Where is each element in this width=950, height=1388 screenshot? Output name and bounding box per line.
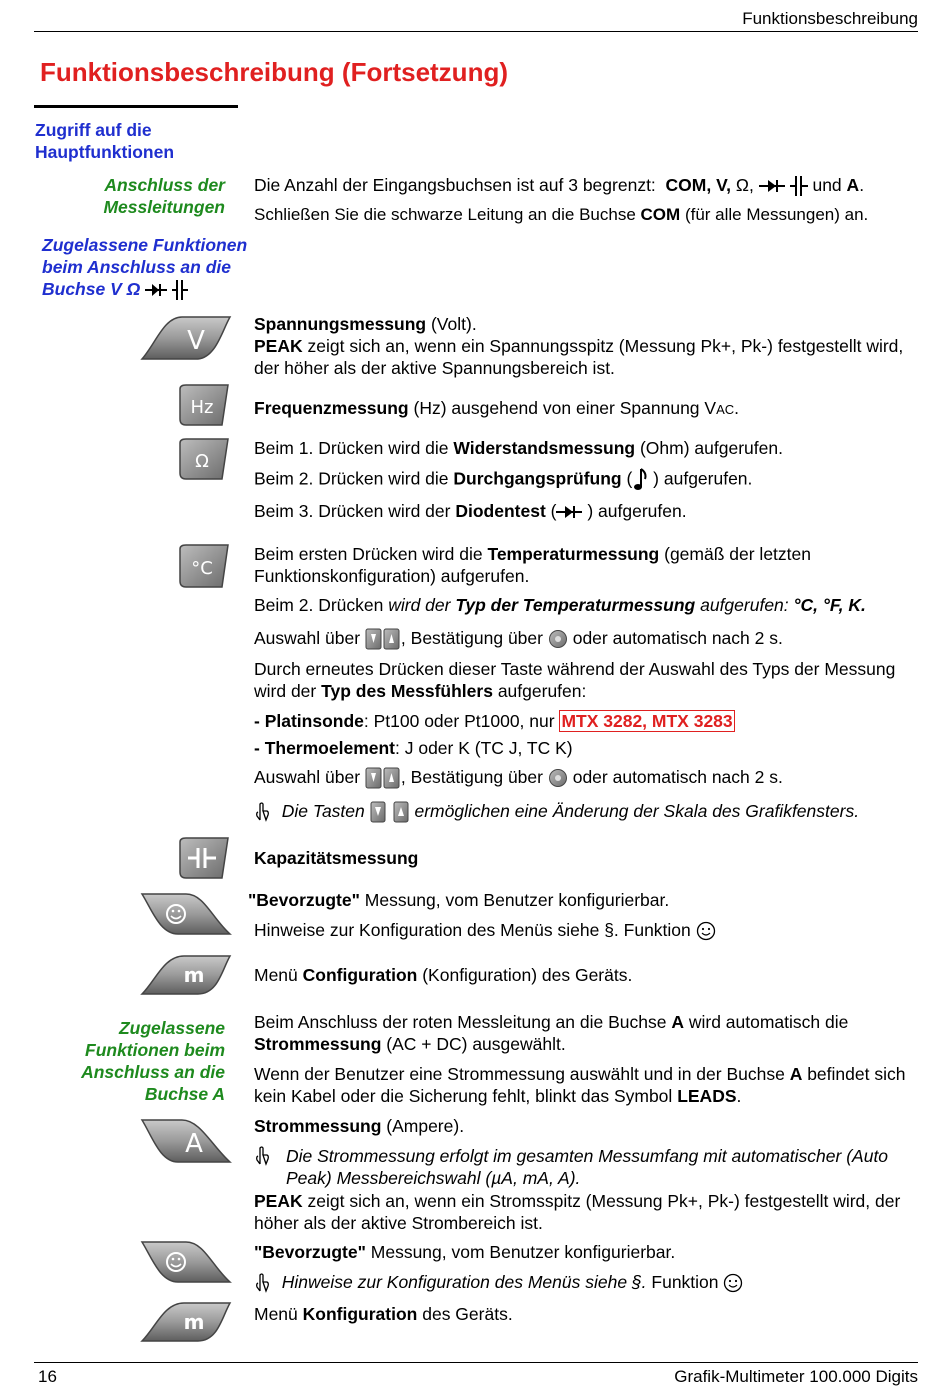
temp-text-1: Beim ersten Drücken wird die Temperaturmessung (gemäß der letzten Funktionskonfiguration) aufgerufen. xyxy=(254,544,811,586)
leads-line-2: Schließen Sie die schwarze Leitung an die Buchse COM (für alle Messungen) an. xyxy=(254,205,869,224)
ohm-button[interactable] xyxy=(176,437,232,486)
menu-text: Menü Configuration (Konfiguration) des Geräts. xyxy=(254,965,633,985)
platinum-probe-line: - Platinsonde: Pt100 oder Pt1000, nur MTX 3282, MTX 3283 xyxy=(254,711,733,731)
favorite-text-2: Hinweise zur Konfiguration des Menüs siehe §. Funktion xyxy=(254,919,910,941)
v-text-1: Spannungsmessung (Volt). xyxy=(254,314,477,334)
menu-button-2-label: m xyxy=(183,1310,205,1334)
arrow-keys-icon xyxy=(370,801,410,823)
current-text-2: PEAK zeigt sich an, wenn ein Stromsspitz (Messung Pk+, Pk-) festgestellt wird, der höher als der aktive Strombereich ist. xyxy=(254,1191,901,1233)
page-title: Funktionsbeschreibung (Fortsetzung) xyxy=(40,57,508,87)
header-rule xyxy=(34,31,918,32)
menu-button-2[interactable] xyxy=(138,1299,234,1350)
ohm-text-2: Beim 2. Drücken wird die Durchgangsprüfung ( ) aufgerufen. xyxy=(254,467,910,493)
page-number: 16 xyxy=(38,1367,57,1386)
thermocouple-line: - Thermoelement: J oder K (TC J, TC K) xyxy=(254,738,573,758)
a-text-2: Wenn der Benutzer eine Strommessung auswählt und in der Buchse A befindet sich kein Kabel oder die Sicherung fehlt, blinkt das Symbol LEADS. xyxy=(254,1064,906,1106)
hz-button-label: Hz xyxy=(190,397,214,418)
capacitance-button-label: -||- xyxy=(176,836,178,837)
current-text-1: Strommessung (Ampere). xyxy=(254,1116,465,1136)
section-leads: Anschluss der Messleitungen xyxy=(103,175,225,217)
current-note: Die Strommessung erfolgt im gesamten Messumfang mit automatischer (Auto Peak) Messbereichswahl (µA, mA, A). xyxy=(286,1146,889,1188)
ohm-text-1: Beim 1. Drücken wird die Widerstandsmessung (Ohm) aufgerufen. xyxy=(254,438,783,458)
hand-pointer-icon xyxy=(254,1146,272,1166)
capacitance-text: Kapazitätsmessung xyxy=(254,848,419,868)
hand-pointer-icon xyxy=(254,802,272,822)
temp-select-line-1: Auswahl über , Bestätigung über oder automatisch nach 2 s. xyxy=(254,627,910,650)
a-button[interactable] xyxy=(138,1116,234,1171)
menu-button[interactable] xyxy=(138,952,234,1003)
menu2-text: Menü Konfiguration des Geräts. xyxy=(254,1304,513,1324)
capacitor-icon xyxy=(172,279,188,301)
temp-text-3: Durch erneutes Drücken dieser Taste während der Auswahl des Typs der Messung wird der Typ des Messfühlers aufgerufen: xyxy=(254,659,896,701)
temp-select-line-2: Auswahl über , Bestätigung über oder automatisch nach 2 s. xyxy=(254,766,910,789)
hand-pointer-icon xyxy=(254,1273,272,1293)
diode-icon xyxy=(556,504,582,520)
smiley-icon xyxy=(723,1273,743,1293)
temp-button[interactable] xyxy=(176,543,232,594)
title-underline xyxy=(34,105,238,108)
diode-icon xyxy=(759,178,785,194)
section-allowed-a: Zugelassene Funktionen beim Anschluss an die Buchse A xyxy=(81,1018,225,1104)
capacitance-button[interactable] xyxy=(176,836,232,885)
hz-button[interactable] xyxy=(176,383,232,432)
ohm-button-label: Ω xyxy=(195,451,209,472)
menu-button-label: m xyxy=(183,963,205,987)
a-text-1: Beim Anschluss der roten Messleitung an die Buchse A wird automatisch die Strommessung (AC + DC) ausgewählt. xyxy=(254,1012,849,1054)
leads-line-1: Die Anzahl der Eingangsbuchsen ist auf 3 begrenzt: COM, V, Ω, und A. xyxy=(254,174,910,197)
temp-note: Die Tasten ermöglichen eine Änderung der Skala des Grafikfensters. xyxy=(254,800,910,823)
diode-icon xyxy=(145,283,167,297)
running-header: Funktionsbeschreibung xyxy=(742,9,918,28)
section-allowed-v: Zugelassene Funktionen beim Anschluss an die Buchse V Ω xyxy=(42,234,277,301)
favorite-text-1: "Bevorzugte" Messung, vom Benutzer konfigurierbar. xyxy=(248,890,670,910)
capacitor-icon xyxy=(790,175,808,197)
footer-product: Grafik-Multimeter 100.000 Digits xyxy=(674,1367,918,1386)
v-button[interactable] xyxy=(138,313,234,368)
confirm-key-icon xyxy=(548,629,568,649)
favorite-button[interactable] xyxy=(138,890,234,943)
ohm-text-3: Beim 3. Drücken wird der Diodentest ( ) aufgerufen. xyxy=(254,501,687,521)
smiley-icon xyxy=(696,921,716,941)
a-button-label: A xyxy=(185,1129,203,1159)
favorite2-text-2: Hinweise zur Konfiguration des Menüs siehe §. Funktion xyxy=(254,1271,910,1293)
temp-text-2: Beim 2. Drücken wird der Typ der Temperaturmessung aufgerufen: °C, °F, K. xyxy=(254,595,866,615)
footer-rule xyxy=(34,1362,918,1363)
confirm-key-icon xyxy=(548,768,568,788)
current-note-hand xyxy=(254,1145,274,1166)
hz-text: Frequenzmessung (Hz) ausgehend von einer Spannung VAC. xyxy=(254,398,740,418)
arrow-keys-icon xyxy=(365,628,401,650)
v-text-2: PEAK zeigt sich an, wenn ein Spannungsspitz (Messung Pk+, Pk-) festgestellt wird, der höher als der aktive Spannungsbereich ist. xyxy=(254,336,904,378)
section-main-access: Zugriff auf die Hauptfunktionen xyxy=(35,120,175,162)
arrow-keys-icon xyxy=(365,767,401,789)
temp-button-label: °C xyxy=(191,558,213,579)
v-button-label: V xyxy=(187,326,205,356)
buzzer-icon xyxy=(632,467,648,493)
favorite2-text-1: "Bevorzugte" Messung, vom Benutzer konfigurierbar. xyxy=(254,1242,676,1262)
favorite-button-2[interactable] xyxy=(138,1238,234,1291)
